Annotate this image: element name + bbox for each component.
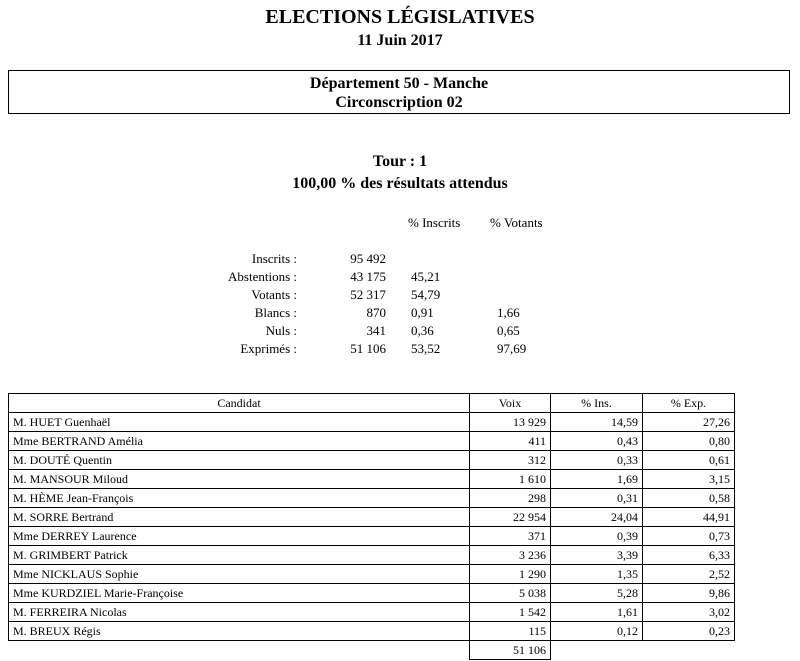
candidate-voix: 115 [470,622,551,641]
summary-label: Votants : [251,287,297,302]
candidate-voix: 371 [470,527,551,546]
candidate-name: M. FERREIRA Nicolas [9,603,470,622]
summary-label: Abstentions : [228,269,297,284]
candidate-pct-ins: 0,33 [551,451,643,470]
candidate-pct-ins: 5,28 [551,584,643,603]
candidate-pct-ins: 24,04 [551,508,643,527]
candidate-pct-exp: 3,02 [643,603,735,622]
summary-label: Blancs : [254,305,297,320]
candidate-pct-ins: 1,61 [551,603,643,622]
summary-pct-inscrits: 45,21 [411,269,441,284]
round-label: Tour : 1 [372,153,428,170]
circonscription-label: Circonscription 02 [335,94,463,111]
header-candidat: Candidat [9,394,470,413]
candidate-pct-ins: 1,35 [551,565,643,584]
summary-pct-inscrits: 53,52 [411,341,441,356]
summary-pct-inscrits: 0,36 [411,323,434,338]
candidate-pct-ins: 3,39 [551,546,643,565]
candidate-pct-exp: 9,86 [643,584,735,603]
summary-pct-votants: 1,66 [497,305,520,320]
table-row [9,565,735,584]
summary-label: Nuls : [265,323,297,338]
constituency-box [8,70,790,114]
candidate-pct-exp: 44,91 [643,508,735,527]
candidate-name: M. HUET Guenhaël [9,413,470,432]
summary-pct-votants: 97,69 [497,341,527,356]
summary-pct-inscrits: 0,91 [411,305,434,320]
candidate-pct-exp: 27,26 [643,413,735,432]
candidate-pct-exp: 0,73 [643,527,735,546]
table-row [9,546,735,565]
election-date: 11 Juin 2017 [357,32,443,49]
candidate-pct-ins: 14,59 [551,413,643,432]
total-row [9,641,735,660]
header-pct-ins: % Ins. [551,394,643,413]
table-row [9,451,735,470]
candidate-name: M. MANSOUR Miloud [9,470,470,489]
candidate-pct-exp: 0,80 [643,432,735,451]
summary-value: 43 175 [350,269,386,284]
candidate-pct-exp: 2,52 [643,565,735,584]
candidate-pct-exp: 0,61 [643,451,735,470]
expected-results-label: 100,00 % des résultats attendus [292,175,508,192]
summary-label: Exprimés : [240,341,297,356]
candidate-pct-ins: 0,31 [551,489,643,508]
candidate-pct-ins: 1,69 [551,470,643,489]
table-row [9,470,735,489]
candidate-name: Mme KURDZIEL Marie-Françoise [9,584,470,603]
candidate-name: M. SORRE Bertrand [9,508,470,527]
table-row [9,413,735,432]
table-row [9,622,735,641]
summary-value: 95 492 [350,251,386,266]
table-row [9,603,735,622]
candidate-name: M. HÈME Jean-François [9,489,470,508]
table-row [9,527,735,546]
header-voix: Voix [470,394,551,413]
results-table [8,393,735,660]
pct-inscrits-header: % Inscrits [408,215,461,230]
candidate-name: M. BREUX Régis [9,622,470,641]
total-spacer [643,641,735,660]
candidate-voix: 411 [470,432,551,451]
summary-pct-votants: 0,65 [497,323,520,338]
candidate-voix: 22 954 [470,508,551,527]
candidate-voix: 1 610 [470,470,551,489]
candidate-pct-exp: 0,58 [643,489,735,508]
results-header-row [9,394,735,413]
candidate-voix: 13 929 [470,413,551,432]
total-spacer [9,641,470,660]
summary-value: 52 317 [350,287,386,302]
candidate-voix: 3 236 [470,546,551,565]
candidate-voix: 312 [470,451,551,470]
total-voix: 51 106 [470,641,551,660]
candidate-name: Mme NICKLAUS Sophie [9,565,470,584]
table-row [9,489,735,508]
summary-label: Inscrits : [251,251,297,266]
summary-value: 341 [366,323,386,338]
table-row [9,584,735,603]
candidate-voix: 1 290 [470,565,551,584]
candidate-name: Mme DERREY Laurence [9,527,470,546]
page-title: ELECTIONS LÉGISLATIVES [265,6,535,28]
candidate-pct-exp: 3,15 [643,470,735,489]
candidate-name: M. GRIMBERT Patrick [9,546,470,565]
candidate-voix: 5 038 [470,584,551,603]
candidate-name: M. DOUTÉ Quentin [9,451,470,470]
summary-pct-inscrits: 54,79 [411,287,441,302]
candidate-pct-ins: 0,43 [551,432,643,451]
candidate-voix: 298 [470,489,551,508]
table-row [9,432,735,451]
candidate-pct-ins: 0,39 [551,527,643,546]
summary-value: 870 [366,305,386,320]
pct-votants-header: % Votants [490,215,543,230]
total-spacer [551,641,643,660]
candidate-pct-ins: 0,12 [551,622,643,641]
table-row [9,508,735,527]
candidate-pct-exp: 6,33 [643,546,735,565]
summary-value: 51 106 [350,341,386,356]
candidate-voix: 1 542 [470,603,551,622]
department-label: Département 50 - Manche [309,75,489,92]
header-pct-exp: % Exp. [643,394,735,413]
candidate-name: Mme BERTRAND Amélia [9,432,470,451]
candidate-pct-exp: 0,23 [643,622,735,641]
